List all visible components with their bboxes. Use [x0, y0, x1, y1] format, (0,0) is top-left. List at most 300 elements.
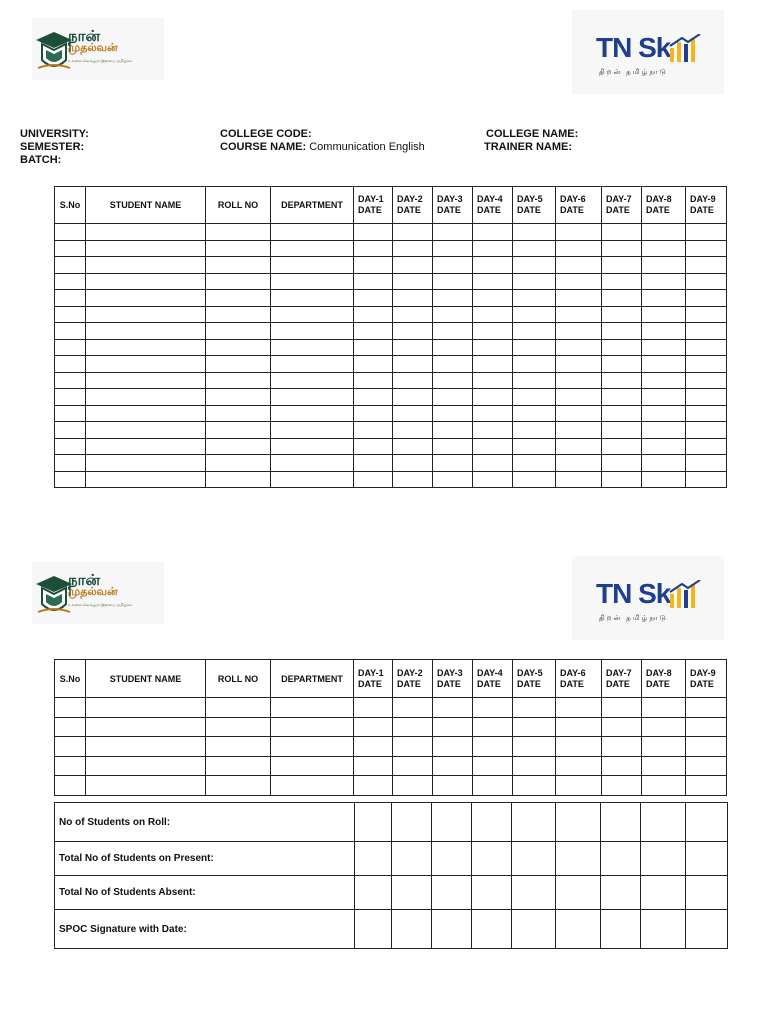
- table-cell[interactable]: [642, 455, 686, 472]
- table-cell[interactable]: [473, 273, 513, 290]
- table-cell[interactable]: [642, 224, 686, 241]
- table-cell[interactable]: [686, 756, 727, 776]
- table-cell[interactable]: [86, 698, 206, 718]
- table-cell[interactable]: [271, 273, 354, 290]
- table-cell[interactable]: [556, 323, 602, 340]
- table-cell[interactable]: [642, 405, 686, 422]
- table-cell[interactable]: [556, 339, 602, 356]
- table-cell[interactable]: [513, 257, 556, 274]
- table-cell[interactable]: [602, 257, 642, 274]
- table-cell[interactable]: [556, 224, 602, 241]
- table-cell[interactable]: [602, 776, 642, 796]
- table-cell[interactable]: [473, 737, 513, 757]
- summary-cell[interactable]: [432, 876, 472, 910]
- table-cell[interactable]: [206, 257, 271, 274]
- summary-cell[interactable]: [556, 803, 601, 842]
- summary-cell[interactable]: [641, 876, 686, 910]
- table-cell[interactable]: [686, 389, 727, 406]
- table-cell[interactable]: [86, 273, 206, 290]
- table-cell[interactable]: [433, 455, 473, 472]
- table-cell[interactable]: [642, 698, 686, 718]
- summary-cell[interactable]: [641, 842, 686, 876]
- table-cell[interactable]: [206, 717, 271, 737]
- table-cell[interactable]: [393, 290, 433, 307]
- table-cell[interactable]: [354, 273, 393, 290]
- table-cell[interactable]: [473, 756, 513, 776]
- table-cell[interactable]: [642, 240, 686, 257]
- table-cell[interactable]: [86, 290, 206, 307]
- table-cell[interactable]: [433, 698, 473, 718]
- table-cell[interactable]: [354, 698, 393, 718]
- table-cell[interactable]: [354, 717, 393, 737]
- table-cell[interactable]: [686, 257, 727, 274]
- summary-cell[interactable]: [601, 842, 641, 876]
- table-cell[interactable]: [642, 737, 686, 757]
- table-cell[interactable]: [354, 737, 393, 757]
- table-cell[interactable]: [271, 224, 354, 241]
- table-cell[interactable]: [271, 422, 354, 439]
- table-cell[interactable]: [513, 224, 556, 241]
- table-cell[interactable]: [86, 405, 206, 422]
- table-cell[interactable]: [354, 356, 393, 373]
- summary-cell[interactable]: [512, 910, 556, 949]
- table-cell[interactable]: [473, 405, 513, 422]
- table-cell[interactable]: [433, 240, 473, 257]
- table-cell[interactable]: [206, 240, 271, 257]
- table-cell[interactable]: [393, 372, 433, 389]
- table-cell[interactable]: [556, 471, 602, 488]
- summary-cell[interactable]: [641, 910, 686, 949]
- table-cell[interactable]: [602, 356, 642, 373]
- table-cell[interactable]: [473, 240, 513, 257]
- table-cell[interactable]: [433, 356, 473, 373]
- table-cell[interactable]: [86, 224, 206, 241]
- table-cell[interactable]: [86, 422, 206, 439]
- table-cell[interactable]: [271, 389, 354, 406]
- table-cell[interactable]: [513, 372, 556, 389]
- table-cell[interactable]: [686, 438, 727, 455]
- table-cell[interactable]: [393, 455, 433, 472]
- table-cell[interactable]: [271, 455, 354, 472]
- summary-cell[interactable]: [556, 910, 601, 949]
- table-cell[interactable]: [642, 422, 686, 439]
- table-cell[interactable]: [393, 422, 433, 439]
- table-cell[interactable]: [473, 422, 513, 439]
- table-cell[interactable]: [206, 776, 271, 796]
- summary-cell[interactable]: [472, 803, 512, 842]
- table-cell[interactable]: [393, 405, 433, 422]
- table-cell[interactable]: [206, 698, 271, 718]
- table-cell[interactable]: [602, 698, 642, 718]
- table-cell[interactable]: [271, 776, 354, 796]
- table-cell[interactable]: [642, 257, 686, 274]
- summary-cell[interactable]: [472, 842, 512, 876]
- table-cell[interactable]: [556, 273, 602, 290]
- table-cell[interactable]: [271, 356, 354, 373]
- table-cell[interactable]: [86, 756, 206, 776]
- table-cell[interactable]: [642, 290, 686, 307]
- table-cell[interactable]: [686, 273, 727, 290]
- table-cell[interactable]: [642, 471, 686, 488]
- table-cell[interactable]: [354, 776, 393, 796]
- table-cell[interactable]: [513, 273, 556, 290]
- table-cell[interactable]: [473, 455, 513, 472]
- table-cell[interactable]: [206, 389, 271, 406]
- table-cell[interactable]: [206, 356, 271, 373]
- table-cell[interactable]: [473, 389, 513, 406]
- table-cell[interactable]: [433, 290, 473, 307]
- table-cell[interactable]: [686, 405, 727, 422]
- summary-cell[interactable]: [601, 876, 641, 910]
- table-cell[interactable]: [602, 717, 642, 737]
- table-cell[interactable]: [686, 737, 727, 757]
- table-cell[interactable]: [556, 389, 602, 406]
- table-cell[interactable]: [513, 339, 556, 356]
- table-cell[interactable]: [513, 455, 556, 472]
- table-cell[interactable]: [686, 698, 727, 718]
- table-cell[interactable]: [433, 405, 473, 422]
- summary-cell[interactable]: [512, 803, 556, 842]
- table-cell[interactable]: [602, 339, 642, 356]
- table-cell[interactable]: [513, 323, 556, 340]
- table-cell[interactable]: [393, 737, 433, 757]
- table-cell[interactable]: [86, 438, 206, 455]
- table-cell[interactable]: [473, 356, 513, 373]
- table-cell[interactable]: [473, 257, 513, 274]
- table-cell[interactable]: [86, 339, 206, 356]
- table-cell[interactable]: [55, 290, 86, 307]
- table-cell[interactable]: [513, 422, 556, 439]
- table-cell[interactable]: [206, 422, 271, 439]
- table-cell[interactable]: [686, 372, 727, 389]
- table-cell[interactable]: [271, 323, 354, 340]
- table-cell[interactable]: [271, 438, 354, 455]
- table-cell[interactable]: [686, 471, 727, 488]
- table-cell[interactable]: [354, 306, 393, 323]
- table-cell[interactable]: [556, 422, 602, 439]
- table-cell[interactable]: [271, 737, 354, 757]
- table-cell[interactable]: [393, 471, 433, 488]
- table-cell[interactable]: [271, 698, 354, 718]
- table-cell[interactable]: [393, 717, 433, 737]
- table-cell[interactable]: [556, 438, 602, 455]
- table-cell[interactable]: [271, 717, 354, 737]
- table-cell[interactable]: [686, 224, 727, 241]
- table-cell[interactable]: [513, 290, 556, 307]
- table-cell[interactable]: [686, 306, 727, 323]
- summary-cell[interactable]: [355, 803, 392, 842]
- table-cell[interactable]: [55, 737, 86, 757]
- table-cell[interactable]: [602, 438, 642, 455]
- table-cell[interactable]: [473, 323, 513, 340]
- table-cell[interactable]: [206, 224, 271, 241]
- table-cell[interactable]: [473, 471, 513, 488]
- table-cell[interactable]: [473, 717, 513, 737]
- table-cell[interactable]: [354, 290, 393, 307]
- table-cell[interactable]: [642, 323, 686, 340]
- table-cell[interactable]: [206, 290, 271, 307]
- summary-cell[interactable]: [392, 842, 432, 876]
- table-cell[interactable]: [271, 290, 354, 307]
- table-cell[interactable]: [556, 717, 602, 737]
- table-cell[interactable]: [473, 776, 513, 796]
- table-cell[interactable]: [86, 240, 206, 257]
- table-cell[interactable]: [354, 339, 393, 356]
- summary-cell[interactable]: [432, 842, 472, 876]
- summary-cell[interactable]: [512, 876, 556, 910]
- table-cell[interactable]: [393, 257, 433, 274]
- table-cell[interactable]: [433, 372, 473, 389]
- summary-cell[interactable]: [556, 842, 601, 876]
- table-cell[interactable]: [354, 756, 393, 776]
- table-cell[interactable]: [473, 306, 513, 323]
- table-cell[interactable]: [55, 717, 86, 737]
- summary-cell[interactable]: [641, 803, 686, 842]
- table-cell[interactable]: [55, 471, 86, 488]
- table-cell[interactable]: [556, 306, 602, 323]
- table-cell[interactable]: [55, 372, 86, 389]
- table-cell[interactable]: [433, 717, 473, 737]
- summary-cell[interactable]: [355, 842, 392, 876]
- table-cell[interactable]: [55, 323, 86, 340]
- table-cell[interactable]: [393, 273, 433, 290]
- table-cell[interactable]: [686, 323, 727, 340]
- table-cell[interactable]: [55, 438, 86, 455]
- table-cell[interactable]: [642, 438, 686, 455]
- table-cell[interactable]: [556, 405, 602, 422]
- table-cell[interactable]: [433, 422, 473, 439]
- table-cell[interactable]: [433, 776, 473, 796]
- table-cell[interactable]: [642, 273, 686, 290]
- table-cell[interactable]: [55, 776, 86, 796]
- table-cell[interactable]: [602, 471, 642, 488]
- table-cell[interactable]: [354, 471, 393, 488]
- table-cell[interactable]: [206, 339, 271, 356]
- table-cell[interactable]: [642, 717, 686, 737]
- table-cell[interactable]: [354, 422, 393, 439]
- table-cell[interactable]: [206, 438, 271, 455]
- table-cell[interactable]: [513, 737, 556, 757]
- table-cell[interactable]: [433, 224, 473, 241]
- table-cell[interactable]: [393, 756, 433, 776]
- table-cell[interactable]: [686, 776, 727, 796]
- table-cell[interactable]: [86, 471, 206, 488]
- table-cell[interactable]: [473, 698, 513, 718]
- table-cell[interactable]: [206, 455, 271, 472]
- table-cell[interactable]: [86, 737, 206, 757]
- table-cell[interactable]: [86, 356, 206, 373]
- table-cell[interactable]: [556, 257, 602, 274]
- summary-cell[interactable]: [556, 876, 601, 910]
- table-cell[interactable]: [55, 756, 86, 776]
- table-cell[interactable]: [354, 257, 393, 274]
- table-cell[interactable]: [513, 717, 556, 737]
- table-cell[interactable]: [271, 306, 354, 323]
- table-cell[interactable]: [206, 756, 271, 776]
- table-cell[interactable]: [602, 405, 642, 422]
- table-cell[interactable]: [271, 240, 354, 257]
- table-cell[interactable]: [686, 240, 727, 257]
- summary-cell[interactable]: [686, 803, 728, 842]
- table-cell[interactable]: [86, 306, 206, 323]
- table-cell[interactable]: [642, 776, 686, 796]
- table-cell[interactable]: [602, 306, 642, 323]
- table-cell[interactable]: [556, 776, 602, 796]
- table-cell[interactable]: [642, 372, 686, 389]
- table-cell[interactable]: [513, 405, 556, 422]
- table-cell[interactable]: [473, 224, 513, 241]
- table-cell[interactable]: [206, 306, 271, 323]
- table-cell[interactable]: [513, 698, 556, 718]
- table-cell[interactable]: [55, 455, 86, 472]
- table-cell[interactable]: [642, 389, 686, 406]
- table-cell[interactable]: [393, 356, 433, 373]
- table-cell[interactable]: [433, 323, 473, 340]
- table-cell[interactable]: [513, 356, 556, 373]
- table-cell[interactable]: [556, 455, 602, 472]
- table-cell[interactable]: [354, 224, 393, 241]
- table-cell[interactable]: [393, 776, 433, 796]
- table-cell[interactable]: [686, 356, 727, 373]
- table-cell[interactable]: [55, 306, 86, 323]
- table-cell[interactable]: [473, 290, 513, 307]
- summary-cell[interactable]: [512, 842, 556, 876]
- summary-cell[interactable]: [392, 876, 432, 910]
- table-cell[interactable]: [642, 756, 686, 776]
- summary-cell[interactable]: [686, 842, 728, 876]
- summary-cell[interactable]: [472, 876, 512, 910]
- table-cell[interactable]: [206, 405, 271, 422]
- table-cell[interactable]: [686, 717, 727, 737]
- table-cell[interactable]: [602, 756, 642, 776]
- table-cell[interactable]: [602, 273, 642, 290]
- summary-cell[interactable]: [686, 876, 728, 910]
- table-cell[interactable]: [55, 356, 86, 373]
- table-cell[interactable]: [354, 438, 393, 455]
- table-cell[interactable]: [513, 471, 556, 488]
- table-cell[interactable]: [55, 240, 86, 257]
- table-cell[interactable]: [86, 455, 206, 472]
- summary-cell[interactable]: [392, 803, 432, 842]
- table-cell[interactable]: [602, 737, 642, 757]
- table-cell[interactable]: [556, 356, 602, 373]
- table-cell[interactable]: [686, 339, 727, 356]
- table-cell[interactable]: [513, 776, 556, 796]
- summary-cell[interactable]: [392, 910, 432, 949]
- table-cell[interactable]: [55, 273, 86, 290]
- table-cell[interactable]: [686, 455, 727, 472]
- table-cell[interactable]: [556, 290, 602, 307]
- table-cell[interactable]: [513, 438, 556, 455]
- summary-cell[interactable]: [472, 910, 512, 949]
- table-cell[interactable]: [686, 422, 727, 439]
- table-cell[interactable]: [354, 240, 393, 257]
- table-cell[interactable]: [393, 323, 433, 340]
- table-cell[interactable]: [271, 257, 354, 274]
- table-cell[interactable]: [602, 224, 642, 241]
- table-cell[interactable]: [602, 389, 642, 406]
- table-cell[interactable]: [473, 339, 513, 356]
- table-cell[interactable]: [642, 306, 686, 323]
- table-cell[interactable]: [354, 405, 393, 422]
- table-cell[interactable]: [602, 422, 642, 439]
- table-cell[interactable]: [513, 389, 556, 406]
- table-cell[interactable]: [55, 257, 86, 274]
- table-cell[interactable]: [473, 438, 513, 455]
- table-cell[interactable]: [354, 389, 393, 406]
- table-cell[interactable]: [86, 257, 206, 274]
- summary-cell[interactable]: [686, 910, 728, 949]
- table-cell[interactable]: [393, 339, 433, 356]
- table-cell[interactable]: [86, 323, 206, 340]
- table-cell[interactable]: [513, 240, 556, 257]
- table-cell[interactable]: [393, 240, 433, 257]
- table-cell[interactable]: [271, 471, 354, 488]
- table-cell[interactable]: [55, 422, 86, 439]
- table-cell[interactable]: [354, 323, 393, 340]
- table-cell[interactable]: [556, 756, 602, 776]
- table-cell[interactable]: [556, 698, 602, 718]
- table-cell[interactable]: [206, 737, 271, 757]
- table-cell[interactable]: [433, 257, 473, 274]
- table-cell[interactable]: [556, 737, 602, 757]
- summary-cell[interactable]: [432, 910, 472, 949]
- table-cell[interactable]: [206, 372, 271, 389]
- table-cell[interactable]: [393, 698, 433, 718]
- table-cell[interactable]: [393, 438, 433, 455]
- table-cell[interactable]: [86, 717, 206, 737]
- table-cell[interactable]: [433, 273, 473, 290]
- table-cell[interactable]: [602, 323, 642, 340]
- table-cell[interactable]: [433, 339, 473, 356]
- table-cell[interactable]: [55, 405, 86, 422]
- summary-cell[interactable]: [601, 910, 641, 949]
- table-cell[interactable]: [354, 372, 393, 389]
- table-cell[interactable]: [393, 389, 433, 406]
- table-cell[interactable]: [473, 372, 513, 389]
- table-cell[interactable]: [86, 372, 206, 389]
- summary-cell[interactable]: [355, 876, 392, 910]
- table-cell[interactable]: [433, 756, 473, 776]
- table-cell[interactable]: [602, 240, 642, 257]
- summary-cell[interactable]: [355, 910, 392, 949]
- table-cell[interactable]: [602, 372, 642, 389]
- table-cell[interactable]: [433, 438, 473, 455]
- table-cell[interactable]: [55, 698, 86, 718]
- table-cell[interactable]: [206, 323, 271, 340]
- table-cell[interactable]: [513, 306, 556, 323]
- table-cell[interactable]: [433, 737, 473, 757]
- table-cell[interactable]: [513, 756, 556, 776]
- table-cell[interactable]: [393, 224, 433, 241]
- table-cell[interactable]: [271, 405, 354, 422]
- table-cell[interactable]: [206, 273, 271, 290]
- table-cell[interactable]: [642, 339, 686, 356]
- table-cell[interactable]: [271, 339, 354, 356]
- table-cell[interactable]: [642, 356, 686, 373]
- table-cell[interactable]: [556, 240, 602, 257]
- table-cell[interactable]: [602, 455, 642, 472]
- table-cell[interactable]: [55, 389, 86, 406]
- table-cell[interactable]: [686, 290, 727, 307]
- table-cell[interactable]: [55, 224, 86, 241]
- table-cell[interactable]: [433, 306, 473, 323]
- table-cell[interactable]: [354, 455, 393, 472]
- table-cell[interactable]: [393, 306, 433, 323]
- table-cell[interactable]: [556, 372, 602, 389]
- table-cell[interactable]: [433, 389, 473, 406]
- table-cell[interactable]: [271, 372, 354, 389]
